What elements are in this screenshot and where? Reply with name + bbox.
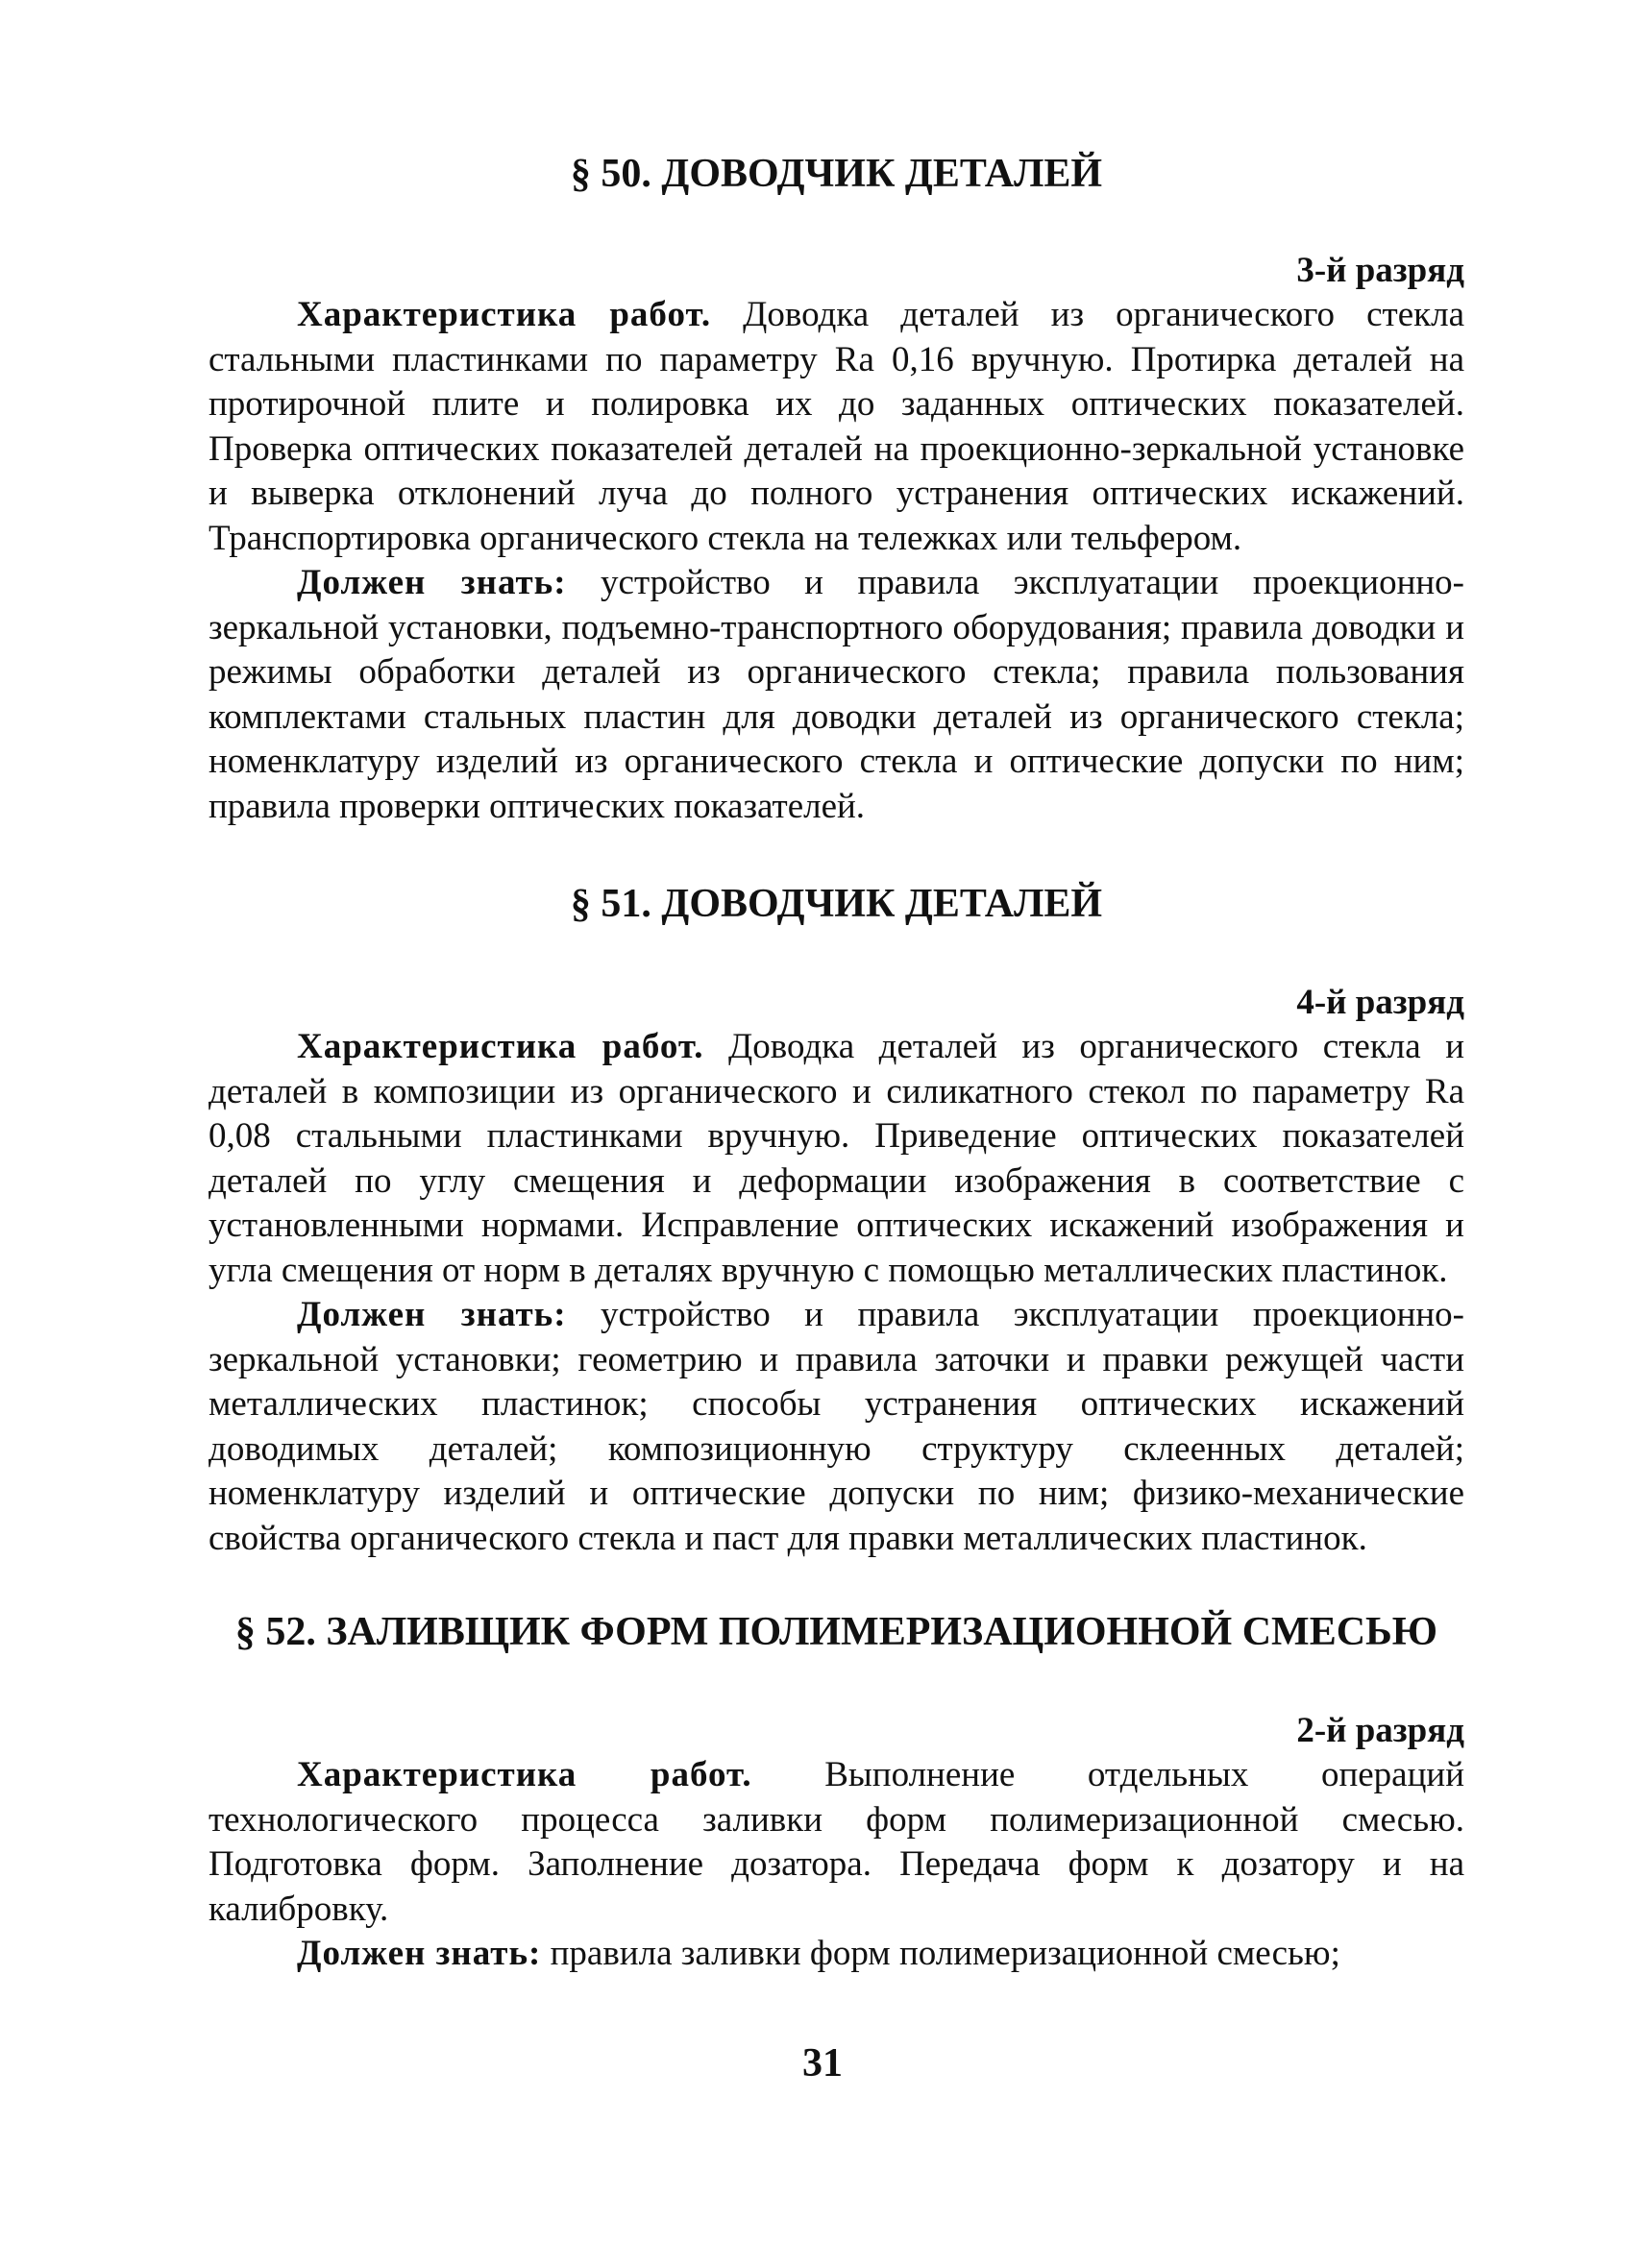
required-knowledge-text: устройство и правила эксплуатации проекционно-зеркальной установки; геометрию и правила заточки и правки режущей части металлических пластинок; способы устранения оптических искажений доводимых деталей; композиционную структуру склеенных деталей; номенклатуру изделий и оптические допуски по ним; физико-механические свойства органического стекла и паст для правки металлических пластинок. (209, 1295, 1464, 1558)
required-knowledge-paragraph (209, 1293, 1464, 1561)
section-title: § 50. ДОВОДЧИК ДЕТАЛЕЙ (570, 152, 1103, 196)
grade-label: 3-й разряд (1296, 251, 1464, 290)
work-characteristics-text: Выполнение отдельных операций технологического процесса заливки форм полимеризационной смесью. Подготовка форм. Заполнение дозатора. Передача форм к дозатору и на калибровку. (209, 1755, 1464, 1929)
required-knowledge-label: Должен знать: (297, 1295, 567, 1334)
work-characteristics-label: Характеристика работ. (297, 1755, 752, 1794)
required-knowledge-label: Должен знать: (297, 563, 567, 602)
section-51 (209, 879, 1464, 1561)
section-title: § 52. ЗАЛИВЩИК ФОРМ ПОЛИМЕРИЗАЦИОННОЙ СМЕСЬЮ (234, 1610, 1438, 1654)
grade-label: 4-й разряд (1296, 983, 1464, 1022)
work-characteristics-paragraph (209, 1753, 1464, 1932)
document-page (209, 144, 1464, 1977)
work-characteristics-text: Доводка деталей из органического стекла и деталей в композиции из органического и силикатного стекол по параметру Ra 0,08 стальными пластинками вручную. Приведение оптических показателей деталей по углу смещения и деформации изображения в соответствие с установленными нормами. Исправление оптических искажений изображения и угла смещения от норм в деталях вручную с помощью металлических пластинок. (209, 1027, 1464, 1290)
work-characteristics-label: Характеристика работ. (297, 295, 712, 334)
required-knowledge-paragraph (209, 561, 1464, 829)
section-52 (209, 1607, 1464, 1977)
work-characteristics-paragraph (209, 293, 1464, 561)
work-characteristics-label: Характеристика работ. (297, 1027, 704, 1066)
section-50 (209, 149, 1464, 829)
grade-label: 2-й разряд (1296, 1711, 1464, 1750)
required-knowledge-paragraph (209, 1932, 1464, 1977)
required-knowledge-label: Должен знать: (297, 1934, 542, 1973)
required-knowledge-text: правила заливки форм полимеризационной смесью; (541, 1934, 1340, 1973)
page-number: 31 (802, 2041, 843, 2085)
work-characteristics-text: Доводка деталей из органического стекла стальными пластинками по параметру Ra 0,16 вручную. Протирка деталей на протирочной плите и полировка их до заданных оптических показателей. Проверка оптических показателей деталей на проекционно-зеркальной установке и выверка отклонений луча до полного устранения оптических искажений. Транспортировка органического стекла на тележках или тельфером. (209, 295, 1464, 558)
work-characteristics-paragraph (209, 1025, 1464, 1293)
section-title: § 51. ДОВОДЧИК ДЕТАЛЕЙ (570, 882, 1103, 926)
required-knowledge-text: устройство и правила эксплуатации проекционно-зеркальной установки, подъемно-транспортного оборудования; правила доводки и режимы обработки деталей из органического стекла; правила пользования комплектами стальных пластин для доводки деталей из органического стекла; номенклатуру изделий из органического стекла и оптические допуски по ним; правила проверки оптических показателей. (209, 563, 1464, 826)
